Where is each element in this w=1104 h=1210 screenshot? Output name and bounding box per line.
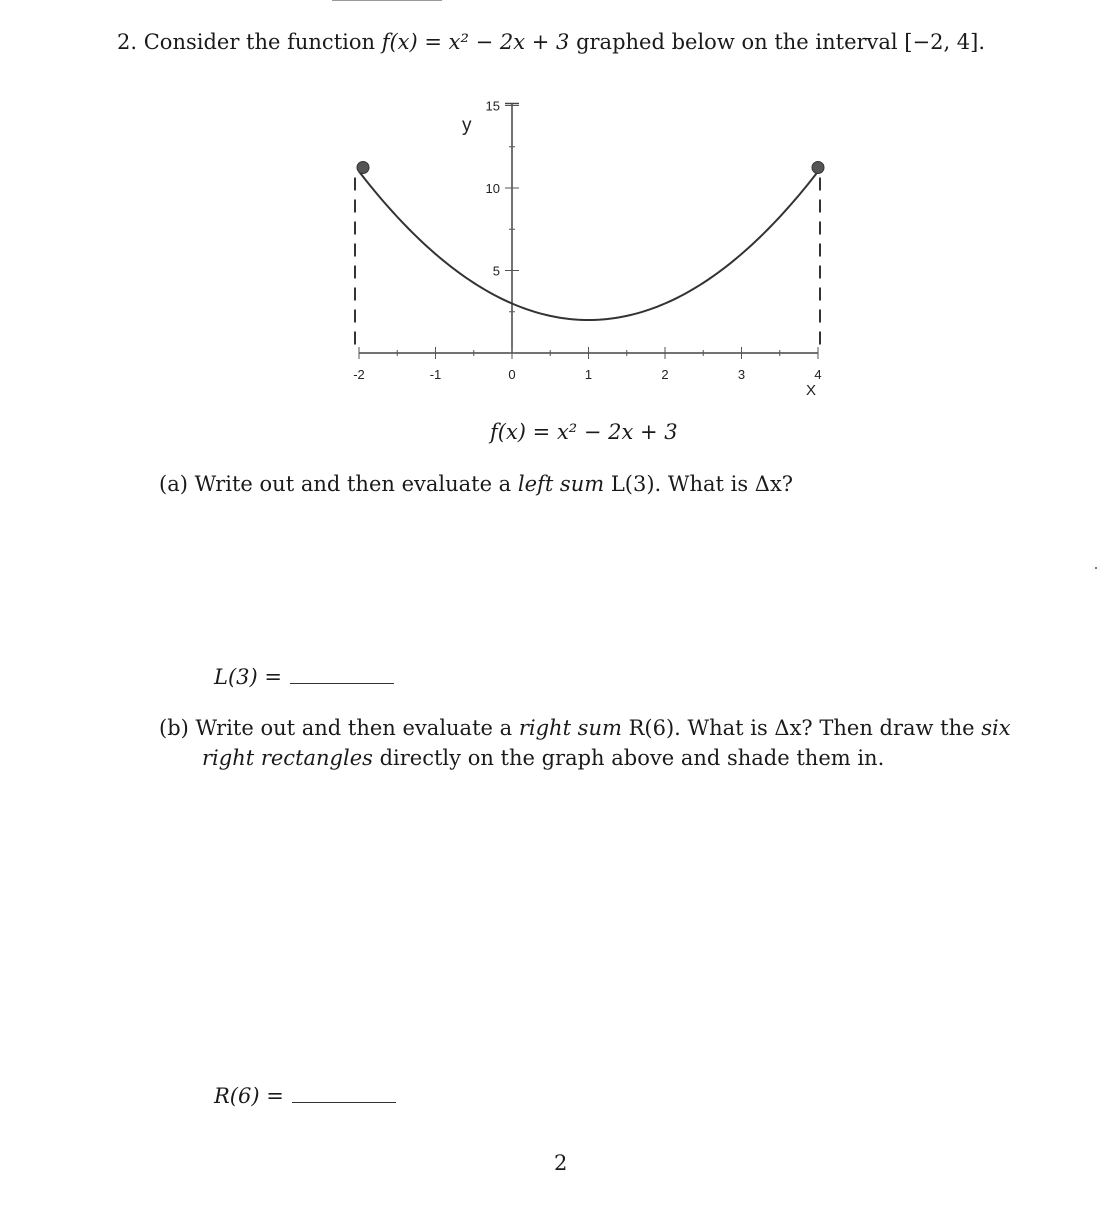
part-b-answer-label: R(6) = <box>214 1084 284 1108</box>
part-b-question-line2 <box>202 745 884 772</box>
part-b-label: (b) <box>159 716 189 740</box>
function-graph <box>0 0 1104 420</box>
y-tick-label: 15 <box>485 98 500 114</box>
part-a-question <box>159 471 793 498</box>
part-b-line2-emphasis: right rectangles <box>202 746 373 770</box>
x-tick-label: 3 <box>737 367 746 382</box>
statement-start: Consider the function <box>143 30 376 54</box>
page-number: 2 <box>554 1151 568 1175</box>
y-tick-label: 10 <box>485 181 500 196</box>
part-b-answer <box>214 1083 396 1110</box>
parabola-curve <box>359 172 818 321</box>
part-b-emphasis: right sum <box>518 716 622 740</box>
problem-number: 2. <box>117 30 138 54</box>
y-axis-label: y <box>462 115 472 136</box>
part-a-text-end: L(3). What is Δx? <box>610 472 794 496</box>
part-b-answer-blank[interactable] <box>292 1101 396 1103</box>
part-b-text-start: Write out and then evaluate a <box>195 716 513 740</box>
statement-end: graphed below on the interval [−2, 4]. <box>576 30 986 54</box>
function-expression: f(x) = x² − 2x + 3 <box>381 30 570 54</box>
part-a-answer-blank[interactable] <box>290 682 394 684</box>
x-axis-label: X <box>806 382 817 399</box>
x-tick-label: 0 <box>508 367 516 382</box>
x-tick-label: 1 <box>584 367 593 382</box>
part-b-text-mid: R(6). What is Δx? Then draw the <box>628 716 975 740</box>
y-tick-label: 5 <box>492 263 500 279</box>
endpoint-dot <box>357 162 369 174</box>
x-tick-label: -1 <box>429 367 442 382</box>
part-b-emphasis2: six <box>981 716 1011 740</box>
part-b-line2-end: directly on the graph above and shade them in. <box>379 746 885 770</box>
part-a-label: (a) <box>159 472 188 496</box>
part-a-text-start: Write out and then evaluate a <box>194 472 512 496</box>
endpoint-dashed-lines <box>355 178 820 354</box>
part-a-answer <box>214 664 394 691</box>
part-a-answer-label: L(3) = <box>214 665 282 689</box>
part-a-emphasis: left sum <box>517 472 605 496</box>
stray-mark <box>1095 567 1097 569</box>
graph-caption: f(x) = x² − 2x + 3 <box>490 420 678 444</box>
x-tick-label: 4 <box>814 367 822 382</box>
part-b-question-line1 <box>159 715 1011 742</box>
endpoint-dot <box>812 162 824 174</box>
x-tick-label: 2 <box>661 367 669 382</box>
x-tick-label: -2 <box>353 367 365 382</box>
